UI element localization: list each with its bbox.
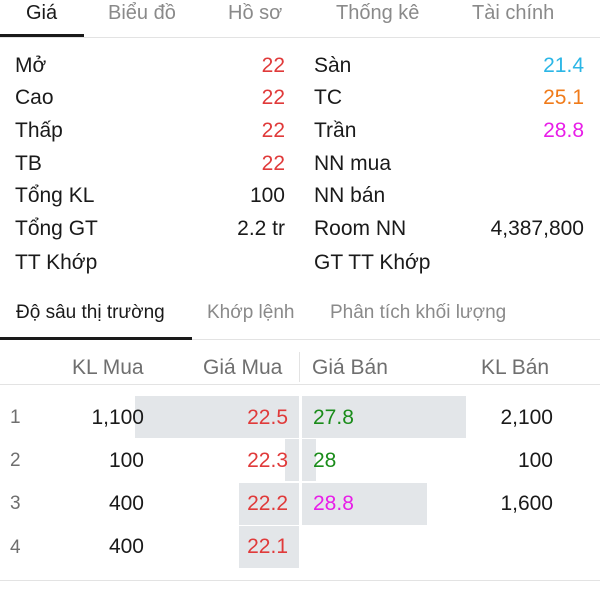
stat-label-thap: Thấp <box>15 119 63 142</box>
top-tab-bar <box>0 0 600 38</box>
gia-mua-value[interactable]: 22.5 <box>247 406 288 429</box>
stat-value-san: 21.4 <box>543 54 584 77</box>
header-divider <box>299 352 300 382</box>
stat-label-tb: TB <box>15 152 42 175</box>
active-subtab-indicator <box>0 337 192 340</box>
stat-value-cao: 22 <box>261 86 285 109</box>
tab-thong-ke[interactable]: Thống kê <box>336 2 420 24</box>
stat-label-mo: Mở <box>15 54 47 77</box>
totals-divider <box>0 580 600 581</box>
header-gia-mua: Giá Mua <box>203 356 283 379</box>
header-kl-ban: KL Bán <box>481 356 550 379</box>
header-bottom-line <box>0 384 600 385</box>
gia-ban-value[interactable]: 28.8 <box>313 492 354 515</box>
gia-mua-value[interactable]: 22.1 <box>247 535 288 558</box>
stat-label-tong-kl: Tổng KL <box>15 184 95 207</box>
stat-value-tong-gt: 2.2 tr <box>237 217 285 240</box>
tab-do-sau-thi-truong[interactable]: Độ sâu thị trường <box>16 302 165 323</box>
row-index: 3 <box>10 493 21 514</box>
stat-label-tran: Trần <box>314 119 357 142</box>
active-tab-indicator <box>0 34 84 37</box>
stat-label-tt-khop: TT Khớp <box>15 251 98 274</box>
stat-value-tran: 28.8 <box>543 119 584 142</box>
row-index: 1 <box>10 407 21 428</box>
tab-ho-so[interactable]: Hồ sơ <box>228 2 283 24</box>
stat-value-tong-kl: 100 <box>249 184 285 207</box>
stat-label-nn-mua: NN mua <box>314 152 392 175</box>
row-index: 4 <box>10 537 21 558</box>
stat-value-tb: 22 <box>261 152 285 175</box>
header-gia-ban: Giá Bán <box>312 356 388 379</box>
stat-label-gt-tt-khop: GT TT Khớp <box>314 251 431 274</box>
sub-tab-bar <box>0 292 600 340</box>
kl-mua-value: 400 <box>108 535 144 558</box>
tab-tai-chinh[interactable]: Tài chính <box>472 2 555 24</box>
kl-ban-value: 100 <box>517 449 553 472</box>
kl-ban-value: 2,100 <box>500 406 553 429</box>
gia-ban-value[interactable]: 27.8 <box>313 406 354 429</box>
stat-label-room-nn: Room NN <box>314 217 407 240</box>
stat-label-cao: Cao <box>15 86 54 109</box>
stat-value-room-nn: 4,387,800 <box>490 217 584 240</box>
kl-mua-value: 1,100 <box>91 406 144 429</box>
row-index: 2 <box>10 450 21 471</box>
stat-label-tong-gt: Tổng GT <box>15 217 98 240</box>
gia-mua-value[interactable]: 22.3 <box>247 449 288 472</box>
tab-khop-lenh[interactable]: Khớp lệnh <box>207 302 295 323</box>
tab-phan-tich-khoi-luong[interactable]: Phân tích khối lượng <box>330 302 507 323</box>
stat-value-mo: 22 <box>261 54 285 77</box>
stat-label-san: Sàn <box>314 54 352 77</box>
tab-gia[interactable]: Giá <box>26 2 58 24</box>
stat-label-nn-ban: NN bán <box>314 184 386 207</box>
kl-mua-value: 400 <box>108 492 144 515</box>
stat-value-tc: 25.1 <box>543 86 584 109</box>
stat-label-tc: TC <box>314 86 342 109</box>
gia-mua-value[interactable]: 22.2 <box>247 492 288 515</box>
kl-mua-value: 100 <box>108 449 144 472</box>
header-kl-mua: KL Mua <box>72 356 144 379</box>
tab-bieu-do[interactable]: Biểu đồ <box>108 2 176 24</box>
stat-value-thap: 22 <box>261 119 285 142</box>
gia-ban-value[interactable]: 28 <box>313 449 337 472</box>
kl-ban-value: 1,600 <box>500 492 553 515</box>
